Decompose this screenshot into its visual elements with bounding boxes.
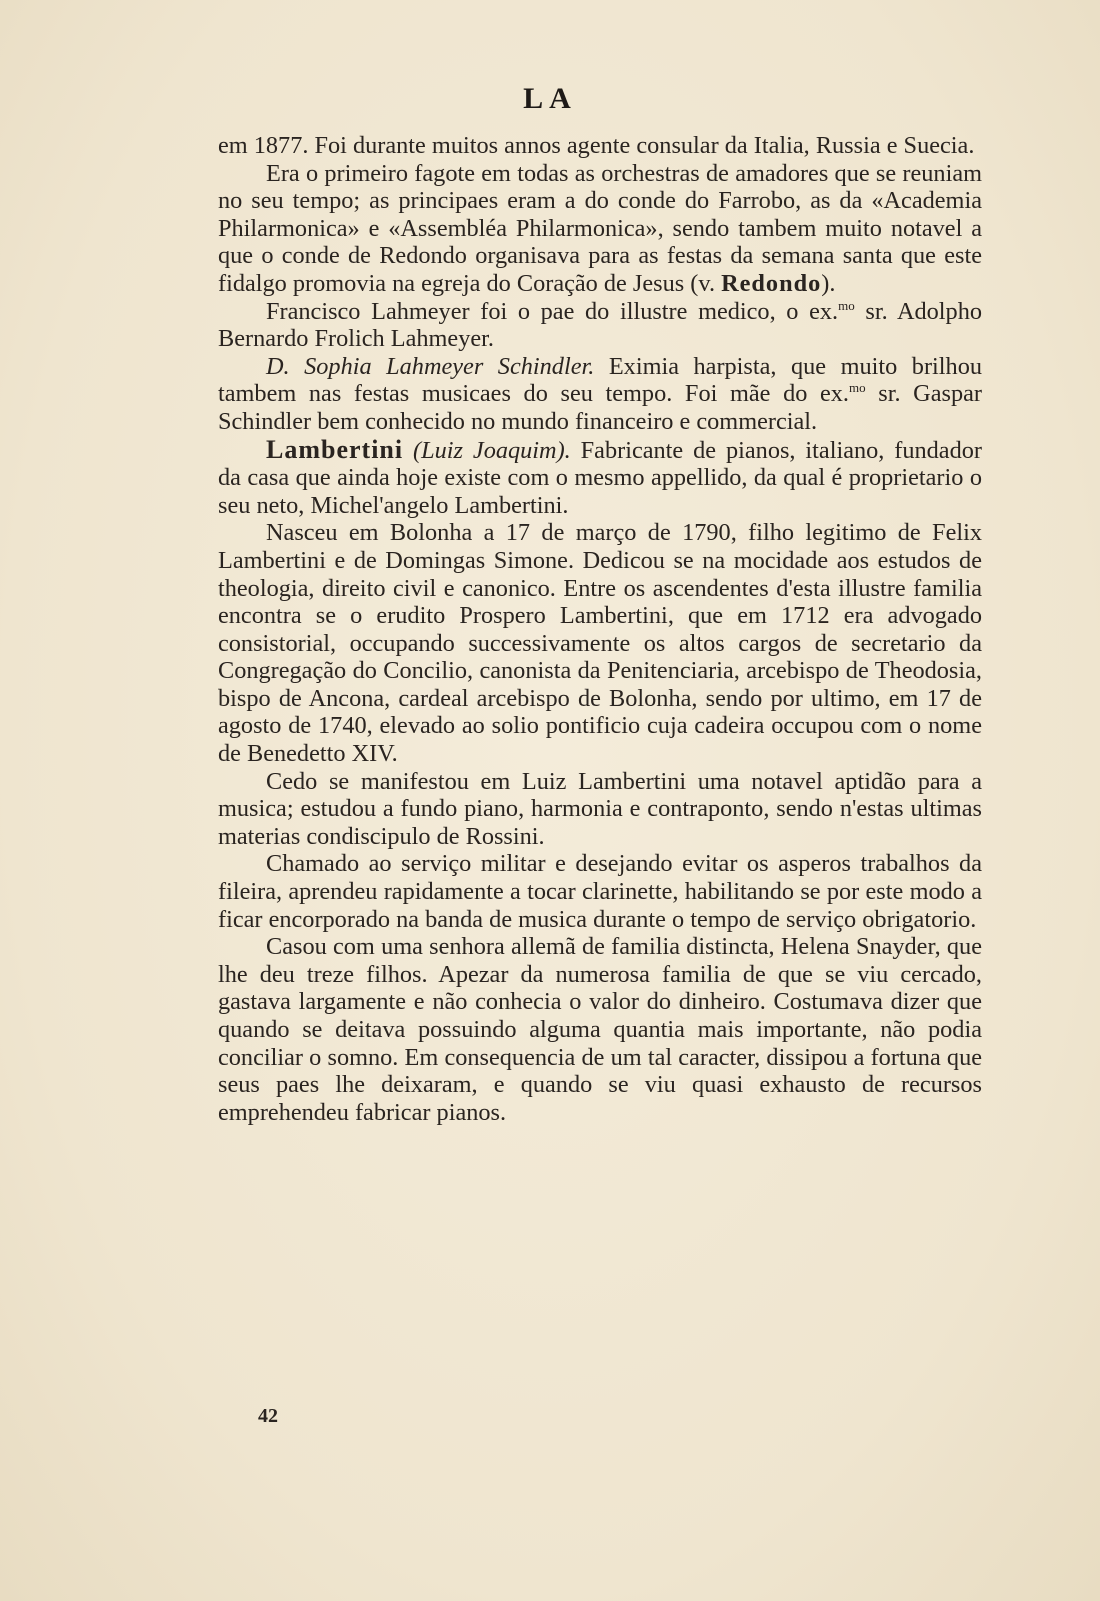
- paragraph-5-text: Fabricante de pianos, italiano, fundador da casa que ainda hoje existe com o mesmo appellido, da qual é proprietario o seu neto, Michel'angelo Lambertini.: [218, 436, 982, 519]
- sophia-name: D. Sophia Lahmeyer Schindler.: [266, 352, 595, 380]
- paragraph-9: Casou com uma senhora allemã de familia distincta, Helena Snayder, que lhe deu treze filhos. Apezar da numerosa familia de que se viu cercado, gastava largamente e não conhecia o valor do dinheiro. Costumava dizer que quando se deitava possuindo alguma quantia mais importante, não podia conciliar o somno. Em consequencia de um tal caracter, dissipou a fortuna que seus paes lhe deixaram, e quando se viu quasi exhausto de recursos emprehendeu fabricar pianos.: [218, 933, 982, 1126]
- superscript-mo: mo: [849, 380, 866, 396]
- paragraph-2-text: Era o primeiro fagote em todas as orchestras de amadores que se reuniam no seu tempo; as principaes eram a do conde do Farrobo, as da «Academia Philarmonica» e «Assembléa Philarmonica», sendo tambem muito notavel a que o conde de Redondo organisava para as festas da semana santa que este fidalgo promovia na egreja do Coração de Jesus (v.: [218, 159, 982, 297]
- cross-reference-redondo: Redondo: [721, 269, 822, 297]
- paragraph-8: Chamado ao serviço militar e desejando evitar os asperos trabalhos da fileira, aprendeu rapidamente a tocar clarinette, habilitando se por este modo a ficar encorporado na banda de musica durante o tempo de serviço obrigatorio.: [218, 850, 982, 933]
- paragraph-2-end: ).: [821, 269, 836, 297]
- paragraph-4-end: sr. Gaspar Schindler bem conhecido no mundo financeiro e commercial.: [218, 380, 982, 435]
- entry-heading-lambertini: Lambertini: [266, 434, 404, 464]
- paragraph-3-text: Francisco Lahmeyer foi o pae do illustre medico, o ex.: [266, 297, 839, 325]
- paragraph-7: Cedo se manifestou em Luiz Lambertini uma notavel aptidão para a musica; estudou a fundo piano, harmonia e contraponto, sendo n'estas ultimas materias condiscipulo de Rossini.: [218, 767, 982, 850]
- paragraph-6: Nasceu em Bolonha a 17 de março de 1790, filho legitimo de Felix Lambertini e de Domingas Simone. Dedicou se na mocidade aos estudos de theologia, direito civil e canonico. Entre os ascendentes d'esta illustre familia encontra se o erudito Prospero Lambertini, que em 1712 era advogado consistorial, occupando successivamente os altos cargos de secretario da Congregação do Concilio, canonista da Penitenciaria, arcebispo de Theodosia, bispo de Ancona, cardeal arcebispo de Bolonha, sendo por ultimo, em 17 de agosto de 1740, elevado ao solio pontificio cuja cadeira occupou com o nome de Benedetto XIV.: [218, 519, 982, 768]
- paragraph-2: [218, 160, 982, 298]
- body-text: [218, 132, 982, 1126]
- superscript-mo: mo: [838, 297, 855, 313]
- paragraph-1: em 1877. Foi durante muitos annos agente consular da Italia, Russia e Suecia.: [218, 132, 975, 159]
- running-head: LA: [523, 82, 577, 115]
- paragraph-3: [218, 298, 982, 353]
- paragraph-4-text: Eximia harpista, que muito brilhou tambem nas festas musicaes do seu tempo. Foi mãe do ex.: [218, 352, 982, 408]
- entry-full-name: (Luiz Joaquim).: [403, 436, 571, 464]
- paragraph-4: [218, 353, 982, 436]
- paragraph-5: [218, 436, 982, 520]
- paragraph-3-end: sr. Adolpho Bernardo Frolich Lahmeyer.: [218, 297, 982, 353]
- page-number: 42: [258, 1405, 278, 1427]
